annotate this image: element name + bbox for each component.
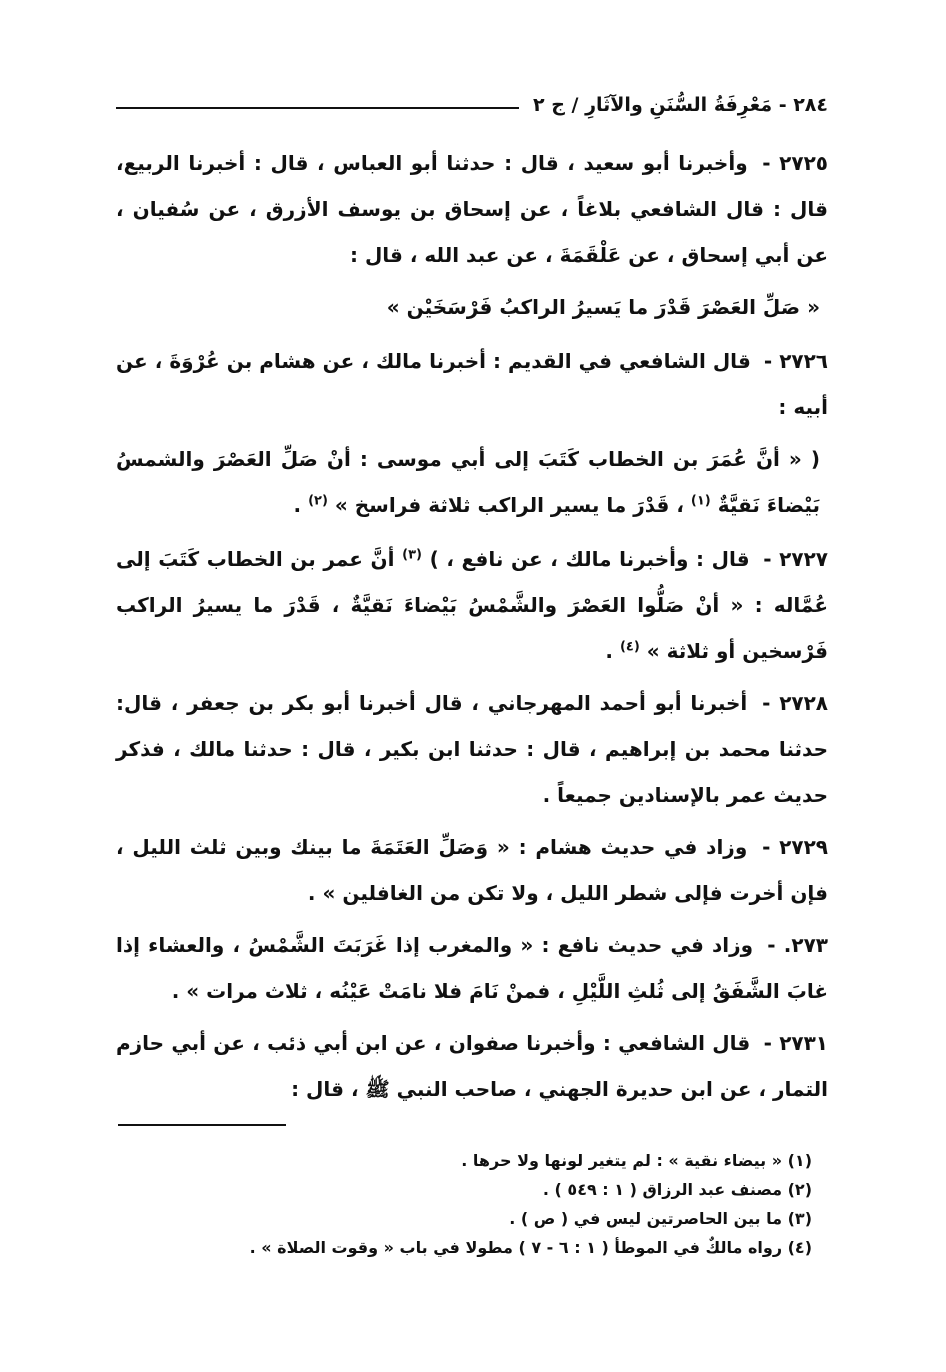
footnote-2: (٢) مصنف عبد الرزاق ( ١ : ٥٤٩ ) .: [542, 1180, 812, 1199]
hadith-text: أخبرنا أبو أحمد المهرجاني ، قال أخبرنا أبو بكر بن جعفر ، قال: حدثنا محمد بن إبراهيم ، قال : حدثنا ابن بكير ، قال : حدثنا مالك ، فذكر حديث عمر بالإسنادين جميعاً .: [116, 691, 828, 807]
hadith-number: ٢٧٣. -: [767, 933, 828, 957]
hadith-2731: [116, 1020, 828, 1112]
hadith-text: وزاد في حديث نافع : « والمغرب إذا غَرَبَتَ الشَّمْسُ ، والعشاء إذا غابَ الشَّفَقُ إلى ثُلثِ اللَّيْلِ ، فمنْ نَامَ فلا نامَتْ عَيْنُه ، ثلاث مرات » .: [116, 933, 828, 1003]
footnote-ref[interactable]: (١): [690, 493, 711, 509]
hadith-text: قال : وأخبرنا مالك ، عن نافع ، ): [429, 547, 750, 571]
header-rule: [116, 107, 519, 109]
footnote-1: (١) « بيضاء نقية » : لم يتغير لونها ولا حرها .: [461, 1151, 812, 1170]
hadith-number: ٢٧٢٥ -: [762, 151, 828, 175]
footnote-ref[interactable]: (٣): [402, 547, 422, 563]
footnote-4: (٤) رواه مالكٌ في الموطأ ( ١ : ٦ - ٧ ) مطولا في باب « وقوت الصلاة » .: [249, 1238, 812, 1257]
footnote-ref[interactable]: (٤): [619, 639, 640, 655]
hadith-text: قال الشافعي : وأخبرنا صفوان ، عن ابن أبي ذئب ، عن أبي حازم التمار ، عن ابن حديرة الجهني ، صاحب النبي ﷺ ، قال :: [116, 1031, 828, 1101]
hadith-2728: [116, 680, 828, 818]
running-header: [116, 88, 828, 122]
hadith-number: ٢٧٢٧ -: [763, 547, 828, 571]
quote-text: .: [293, 493, 302, 517]
hadith-number: ٢٧٣١ -: [763, 1031, 829, 1055]
main-text: [116, 140, 828, 1118]
hadith-number: ٢٧٢٨ -: [762, 691, 829, 715]
hadith-2727: [116, 536, 828, 674]
hadith-2726: [116, 338, 828, 430]
footnote-ref[interactable]: (٢): [308, 493, 328, 509]
hadith-2729: [116, 824, 828, 916]
hadith-text: قال الشافعي في القديم : أخبرنا مالك ، عن هشام بن عُرْوَةَ ، عن أبيه :: [116, 349, 828, 419]
quote-text: ، قَدْرَ ما يسير الراكب ثلاثة فراسخ »: [334, 493, 684, 517]
hadith-number: ٢٧٢٦ -: [763, 349, 829, 373]
hadith-2730: [116, 922, 828, 1014]
quote-text: ( « أنَّ عُمَرَ بن الخطاب كَتَبَ إلى أبي موسى : أنْ صَلِّ العَصْرَ والشمسُ بَيْضاءَ نَقيَّةٌ: [116, 447, 820, 517]
hadith-text: .: [605, 639, 613, 663]
header-title: ٢٨٤ - مَعْرِفَةُ السُّنَنِ والآثَارِ / ج ٢: [532, 94, 828, 116]
quote-text: « صَلِّ العَصْرَ قَدْرَ ما يَسيرُ الراكبُ فَرْسَخَيْن »: [386, 295, 820, 319]
hadith-text: أنَّ عمر بن الخطاب كَتَبَ إلى عُمَّاله : « أنْ صَلُّوا العَصْرَ والشَّمْسُ بَيْضاءَ نَقيَّةٌ ، قَدْرَ ما يسيرُ الراكب فَرْسخين أو ثلاثة »: [116, 547, 828, 663]
hadith-number: ٢٧٢٩ -: [762, 835, 828, 859]
footnotes: [112, 1146, 812, 1262]
footnote-separator: [118, 1124, 286, 1126]
hadith-2725-quote: [116, 284, 828, 330]
hadith-text: وزاد في حديث هشام : « وَصَلِّ العَتَمَةَ ما بينك وبين ثلث الليل ، فإن أخرت فإلى شطر الليل ، ولا تكن من الغافلين » .: [116, 835, 828, 905]
footnote-3: (٣) ما بين الحاصرتين ليس في ( ص ) .: [509, 1209, 812, 1228]
hadith-text: وأخبرنا أبو سعيد ، قال : حدثنا أبو العباس ، قال : أخبرنا الربيع، قال : قال الشافعي بلاغاً ، عن إسحاق بن يوسف الأزرق ، عن سُفيان ، عن أبي إسحاق ، عن عَلْقَمَةَ ، عن عبد الله ، قال :: [116, 151, 828, 267]
hadith-2726-quote: [116, 436, 828, 528]
hadith-2725: [116, 140, 828, 278]
